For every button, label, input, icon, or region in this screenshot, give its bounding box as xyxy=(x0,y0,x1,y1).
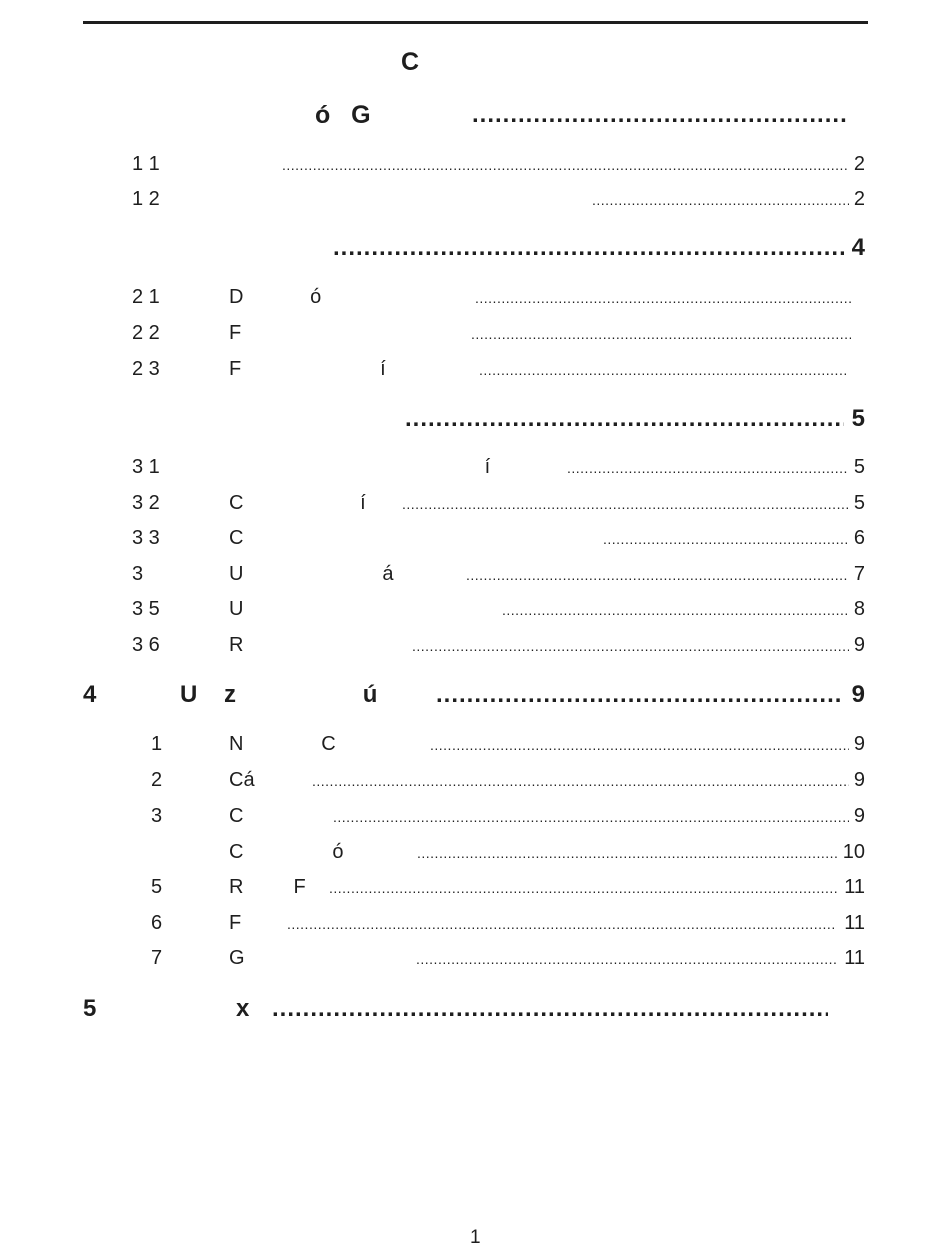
heading-number: 4 xyxy=(83,681,97,708)
entry-text: C xyxy=(229,805,244,827)
entry-text: í xyxy=(229,456,491,478)
entry-number: 1 xyxy=(151,733,163,755)
entry-number: 2 2 xyxy=(132,322,160,344)
entry-text: C í xyxy=(229,492,366,514)
entry-page: 9 xyxy=(853,634,865,656)
entry-text: D ó xyxy=(229,286,322,308)
entry-number: 1 1 xyxy=(132,153,160,175)
leader-dots xyxy=(592,191,849,209)
title-leader-dots xyxy=(472,100,847,130)
leader-dots xyxy=(567,459,849,477)
heading-page: 9 xyxy=(851,681,865,708)
entry-number: 3 xyxy=(151,805,163,827)
heading-leader-dots xyxy=(272,994,828,1024)
entry-number: 7 xyxy=(151,947,163,969)
entry-page: 5 xyxy=(853,492,865,514)
entry-text: C ó xyxy=(229,841,344,863)
leader-dots xyxy=(502,601,849,619)
heading-page: 5 xyxy=(851,405,865,432)
leader-dots xyxy=(430,736,849,754)
heading-text: U z ú xyxy=(180,681,378,708)
heading-leader-dots xyxy=(405,404,844,434)
leader-dots xyxy=(312,772,849,790)
entry-page: 6 xyxy=(853,527,865,549)
entry-number: 3 6 xyxy=(132,634,160,656)
entry-number: 5 xyxy=(151,876,163,898)
entry-page: 9 xyxy=(853,769,865,791)
top-rule xyxy=(83,21,868,24)
entry-page: 5 xyxy=(853,456,865,478)
heading-leader-dots xyxy=(333,233,844,263)
leader-dots xyxy=(475,289,851,307)
leader-dots xyxy=(471,325,851,343)
leader-dots xyxy=(333,808,849,826)
entry-number: 1 2 xyxy=(132,188,160,210)
entry-number: 2 xyxy=(151,769,163,791)
entry-number: 3 xyxy=(132,563,144,585)
entry-text: R F xyxy=(229,876,306,898)
toc-subtitle: ó G xyxy=(315,101,371,129)
leader-dots xyxy=(603,530,849,548)
entry-page: 9 xyxy=(853,805,865,827)
leader-dots xyxy=(479,361,848,379)
page-number: 1 xyxy=(470,1227,481,1248)
entry-text: N C xyxy=(229,733,336,755)
entry-page: 11 xyxy=(844,947,865,969)
entry-page: 2 xyxy=(853,153,865,175)
leader-dots xyxy=(282,156,849,174)
entry-text: F xyxy=(229,912,242,934)
leader-dots xyxy=(329,879,837,897)
entry-page: 8 xyxy=(853,598,865,620)
heading-leader-dots xyxy=(436,680,844,710)
entry-page: 7 xyxy=(853,563,865,585)
entry-number: 2 3 xyxy=(132,358,160,380)
leader-dots xyxy=(416,950,837,968)
entry-text: U xyxy=(229,598,244,620)
entry-text: F xyxy=(229,322,242,344)
heading-number: 5 xyxy=(83,995,97,1022)
heading-page: 4 xyxy=(851,234,865,261)
entry-text: Cá xyxy=(229,769,255,791)
entry-text: C xyxy=(229,527,244,549)
entry-text: U á xyxy=(229,563,394,585)
leader-dots xyxy=(417,844,837,862)
leader-dots xyxy=(402,495,849,513)
leader-dots xyxy=(466,566,849,584)
entry-number: 6 xyxy=(151,912,163,934)
heading-text: x xyxy=(236,995,250,1022)
entry-number: 3 3 xyxy=(132,527,160,549)
leader-dots xyxy=(287,915,837,933)
entry-page: 2 xyxy=(853,188,865,210)
entry-page: 9 xyxy=(853,733,865,755)
toc-title: C xyxy=(401,48,420,76)
entry-page: 11 xyxy=(844,876,865,898)
entry-number: 3 1 xyxy=(132,456,160,478)
entry-number: 3 2 xyxy=(132,492,160,514)
entry-number: 2 1 xyxy=(132,286,160,308)
leader-dots xyxy=(412,637,849,655)
entry-text: F í xyxy=(229,358,386,380)
entry-text: G xyxy=(229,947,245,969)
entry-page: 11 xyxy=(844,912,865,934)
entry-text: R xyxy=(229,634,244,656)
entry-page: 10 xyxy=(842,841,865,863)
entry-number: 3 5 xyxy=(132,598,160,620)
